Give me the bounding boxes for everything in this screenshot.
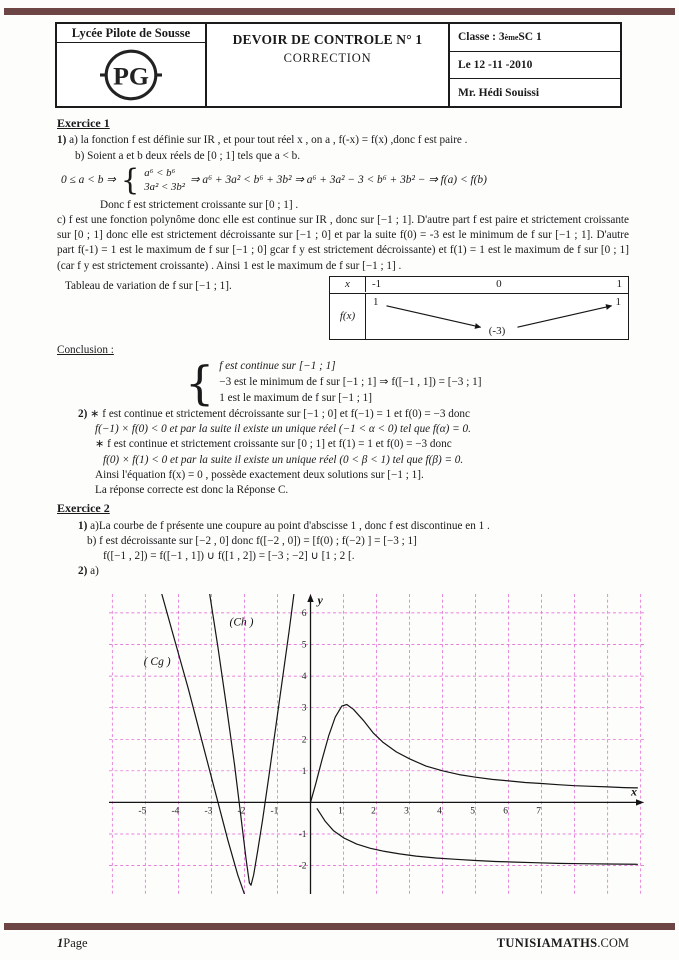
page-word: Page <box>63 936 88 950</box>
curve-lower <box>317 805 637 864</box>
conclusion-lines <box>219 359 481 407</box>
system-line-2: 3a² < 3b² <box>144 180 186 193</box>
ex2-line-1b-cont: f([−1 , 2]) = f([−1 , 1]) ∪ f([1 , 2]) = [−3 ; −2] ∪ [1 ; 2 [. <box>103 550 355 563</box>
inequality-system <box>144 167 185 194</box>
ex1-q2-bullet2-a: ∗ f est continue et strictement croissante sur [0 ; 1] et f(1) = 1 et f(0) = −3 donc <box>95 438 452 451</box>
page-number <box>57 936 88 951</box>
conclusion-line-2 <box>219 375 481 391</box>
y-tick-label: 6 <box>301 608 307 619</box>
x-tick-label: -1 <box>270 805 279 816</box>
x-tick-label: -2 <box>237 805 246 816</box>
fx-max-left: 1 <box>373 295 379 308</box>
ex1-q2-conclusion-1: Ainsi l'équation f(x) = 0 , possède exactement deux solutions sur [−1 ; 1]. <box>95 468 424 481</box>
y-tick-label: 3 <box>301 703 307 714</box>
variation-table-header <box>330 277 628 294</box>
class-info <box>450 24 620 52</box>
class-superscript: ème <box>504 32 519 42</box>
document-body <box>57 113 637 894</box>
ex1-q2-bullet1-a <box>57 407 629 422</box>
ex2-line-1a <box>57 519 629 534</box>
y-tick-label: 4 <box>301 671 307 682</box>
class-text-end: SC 1 <box>518 31 542 44</box>
x-values <box>366 277 628 292</box>
x-tick-label: 2 <box>371 805 376 816</box>
exercice1-heading: Exercice 1 <box>57 116 110 130</box>
x-tick-label: 5 <box>470 805 475 816</box>
x-axis-arrow <box>636 799 644 805</box>
x-tick-label: 7 <box>536 805 541 816</box>
system-line-1: a⁶ < b⁶ <box>144 167 176 180</box>
y-axis-label: y <box>317 593 323 607</box>
y-tick-label: 2 <box>301 734 307 745</box>
footer <box>57 936 629 951</box>
conclusion-heading: Conclusion : <box>57 343 114 356</box>
item-number: 1) <box>78 519 88 532</box>
ex1-line-1b: b) Soient a et b deux réels de [0 ; 1] tels que a < b. <box>75 149 301 162</box>
header-table <box>55 22 622 108</box>
top-rule <box>4 8 675 15</box>
ex1-paragraph-c: c) f est une fonction polynôme donc elle est continue sur IR , donc sur [−1 ; 1]. D'autre part f est paire et strictement croissante sur [0 ; 1] donc elle est strictement décroissante sur [−1 ; 0] et par la suite f(0) = -3 est le minimum de f sur [−1 ; 1]. D'autre part f(-1) = 1 est le maximum de f sur [−1 ; 0] gcar f y est strictement décroissante) et f(1) = 1 est le maximum de f sur [0 ; 1] (car f y est strictement croissante) . Ainsi 1 est le maximum de f sur [−1 ; 1] . <box>57 214 629 272</box>
school-name: Lycée Pilote de Sousse <box>57 24 205 43</box>
x-value-left: -1 <box>372 278 382 291</box>
bottom-rule <box>4 923 675 930</box>
line-text: ∗ f est continue et strictement décroissante sur [−1 ; 0] et f(−1) = 1 et f(0) = −3 donc <box>87 407 470 420</box>
logo-letters: PG <box>113 60 149 90</box>
school-logo <box>57 43 205 106</box>
curve-label: (Ch ) <box>229 616 254 629</box>
ex1-q2-conclusion-2: La réponse correcte est donc la Réponse C. <box>95 484 289 497</box>
fx-min: (-3) <box>488 325 506 337</box>
x-tick-label: -3 <box>204 805 213 816</box>
y-tick-label: 5 <box>301 640 307 651</box>
conclusion-line-3: 1 est le maximum de f sur [−1 ; 1] <box>219 392 372 404</box>
y-tick-label: -2 <box>298 861 307 872</box>
teacher-name: Mr. Hédi Souissi <box>458 86 540 99</box>
conclusion-line-2-left: −3 est le minimum de f sur [−1 ; 1] <box>219 376 377 389</box>
header-school-cell <box>57 24 207 106</box>
x-tick-label: 3 <box>404 805 409 816</box>
y-tick-label: -1 <box>298 829 307 840</box>
conclusion-line-2-implication: ⇒ f([−1 , 1]) = [−3 ; 1] <box>376 376 482 389</box>
date-info: Le 12 -11 -2010 <box>450 52 620 80</box>
line-text: a) <box>87 565 99 578</box>
x-tick-label: 4 <box>437 805 442 816</box>
document-subtitle: CORRECTION <box>283 51 372 65</box>
line-text: a) la fonction f est définie sur IR , et pour tout réel x , on a , f(-x) = f(x) ,donc f est paire . <box>66 134 468 147</box>
curve-bell <box>311 704 638 802</box>
document-title: DEVOIR DE CONTROLE N° 1 <box>232 32 423 47</box>
variation-table-body <box>330 294 628 339</box>
x-tick-label: 6 <box>503 805 508 816</box>
variation-table <box>329 276 629 340</box>
y-axis-arrow <box>307 594 313 602</box>
page-number-digit: 1 <box>57 936 64 950</box>
x-row-label: x <box>330 277 366 292</box>
x-tick-label: 1 <box>338 805 343 816</box>
x-axis-label: x <box>631 783 637 798</box>
fx-max-right: 1 <box>615 295 621 308</box>
variation-section <box>57 276 629 340</box>
ex1-line-donc: Donc f est strictement croissante sur [0 ; 1] . <box>100 198 299 211</box>
ex2-line-2a <box>57 564 629 579</box>
ex1-q2-bullet1-b: f(−1) × f(0) < 0 et par la suite il existe un unique réel (−1 < α < 0) tel que f(α) = 0. <box>95 423 471 436</box>
y-tick-label: 1 <box>301 766 307 777</box>
function-graph <box>109 594 644 894</box>
conclusion-brace: { <box>185 356 215 411</box>
conclusion-block <box>185 356 629 411</box>
fx-row-label: f(x) <box>330 294 366 339</box>
item-number: 1) <box>57 134 67 147</box>
x-value-right: 1 <box>616 278 622 291</box>
math-suffix: ⇒ a⁶ + 3a² < b⁶ + 3b² ⇒ a⁶ + 3a² − 3 < b⁶ + 3b² − ⇒ f(a) < f(b) <box>190 174 487 187</box>
system-brace: { <box>120 163 140 198</box>
header-info-cell <box>448 24 620 106</box>
math-derivation <box>57 164 629 198</box>
item-number: 2) <box>78 565 88 578</box>
ex2-line-1b: b) f est décroissante sur [−2 , 0] donc f([−2 , 0]) = [f(0) ; f(−2) ] = [−3 ; 1] <box>87 534 417 547</box>
ex1-line-1a <box>57 133 629 148</box>
x-value-middle: 0 <box>496 278 502 291</box>
ex1-q2-bullet2-b: f(0) × f(1) < 0 et par la suite il existe un unique réel (0 < β < 1) tel que f(β) = 0. <box>103 453 464 466</box>
item-number: 2) <box>78 407 88 420</box>
exercice2-heading: Exercice 2 <box>57 501 110 516</box>
fx-values <box>366 294 628 339</box>
math-prefix: 0 ≤ a < b ⇒ <box>61 174 116 187</box>
x-tick-label: -5 <box>138 805 147 816</box>
x-tick-label: -4 <box>171 805 180 816</box>
website-tld: .COM <box>597 936 629 950</box>
conclusion-line-1: f est continue sur [−1 ; 1] <box>219 360 336 373</box>
header-title-cell <box>207 24 448 106</box>
curve-label: ( Cg ) <box>143 655 171 668</box>
variation-caption: Tableau de variation de f sur [−1 ; 1]. <box>65 279 232 292</box>
website-name <box>497 936 629 951</box>
line-text: a)La courbe de f présente une coupure au point d'abscisse 1 , donc f est discontinue en 1 . <box>87 519 490 532</box>
school-logo-image <box>100 47 162 103</box>
website-bold: TUNISIAMATHS <box>496 936 598 950</box>
class-text: Classe : 3 <box>458 31 505 44</box>
